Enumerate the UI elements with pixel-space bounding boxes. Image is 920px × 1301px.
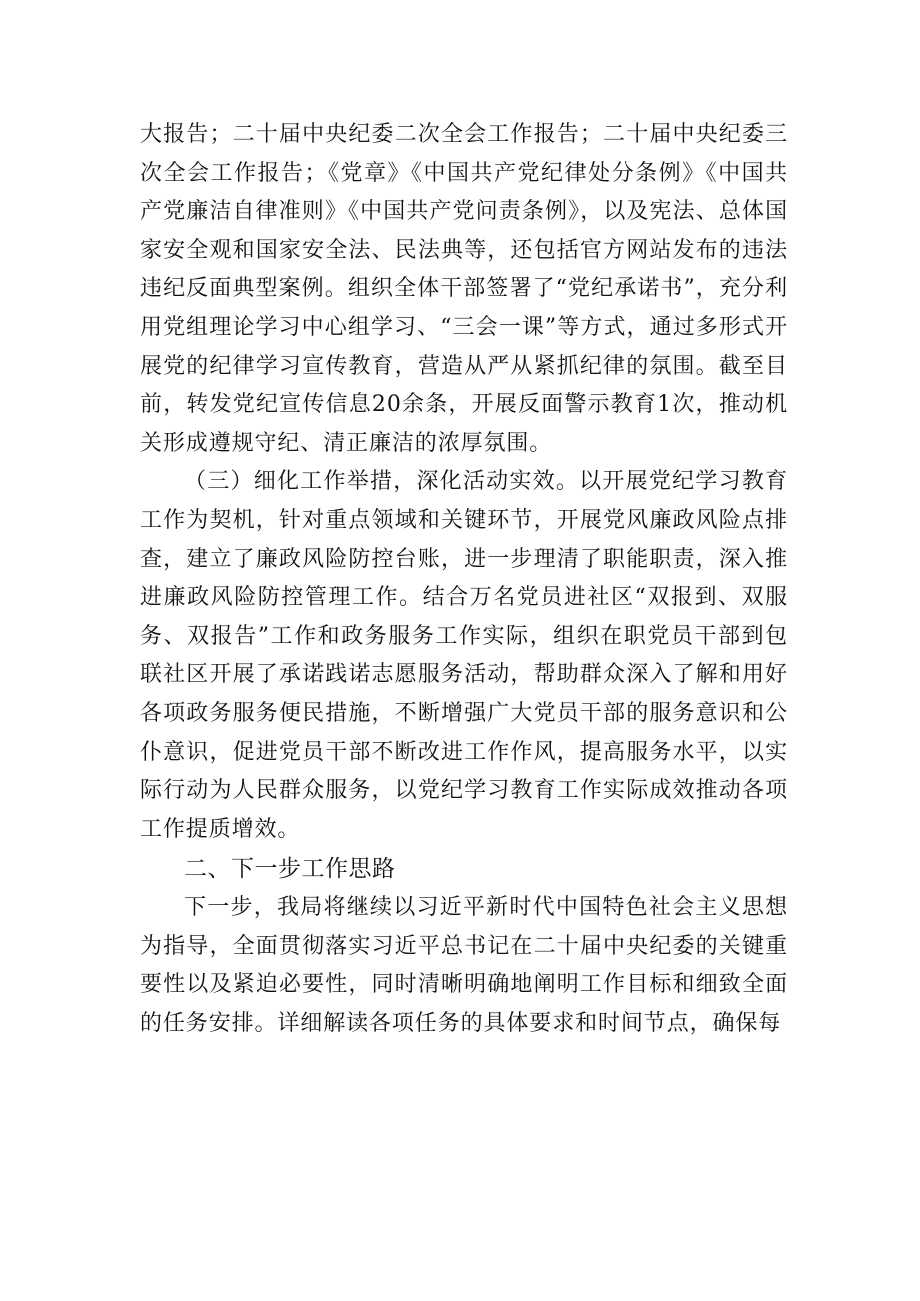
section-heading-next-steps: 二、下一步工作思路 xyxy=(184,856,396,883)
document-body xyxy=(140,116,788,1044)
paragraph-next-steps: 下一步，我局将继续以习近平新时代中国特色社会主义思想为指导，全面贯彻落实习近平总书记在二十届中央纪委的关键重要性以及紧迫必要性，同时清晰明确地阐明工作目标和细致全面的任务安排。详细解读各项任务的具体要求和时间节点，确保每 xyxy=(140,895,788,1037)
paragraph-study-content: 大报告；二十届中央纪委二次全会工作报告；二十届中央纪委三次全会工作报告；《党章》《中国共产党纪律处分条例》《中国共产党廉洁自律准则》《中国共产党问责条例》，以及宪法、总体国家安全观和国家安全法、民法典等，还包括官方网站发布的违法违纪反面典型案例。组织全体干部签署了“党纪承诺书”，充分利用党组理论学习中心组学习、“三会一课”等方式，通过多形式开展党的纪律学习宣传教育，营造从严从紧抓纪律的氛围。截至目前，转发党纪宣传信息20余条，开展反面警示教育1次，推动机关形成遵规守纪、清正廉洁的浓厚氛围。 xyxy=(140,122,788,456)
paragraph-refine-measures: （三）细化工作举措，深化活动实效。以开展党纪学习教育工作为契机，针对重点领域和关键环节，开展党风廉政风险点排查，建立了廉政风险防控台账，进一步理清了职能职责，深入推进廉政风险防控管理工作。结合万名党员进社区“双报到、双服务、双报告”工作和政务服务工作实际，组织在职党员干部到包联社区开展了承诺践诺志愿服务活动，帮助群众深入了解和用好各项政务服务便民措施，不断增强广大党员干部的服务意识和公仆意识，促进党员干部不断改进工作作风，提高服务水平，以实际行动为人民群众服务，以党纪学习教育工作实际成效推动各项工作提质增效。 xyxy=(140,469,788,842)
